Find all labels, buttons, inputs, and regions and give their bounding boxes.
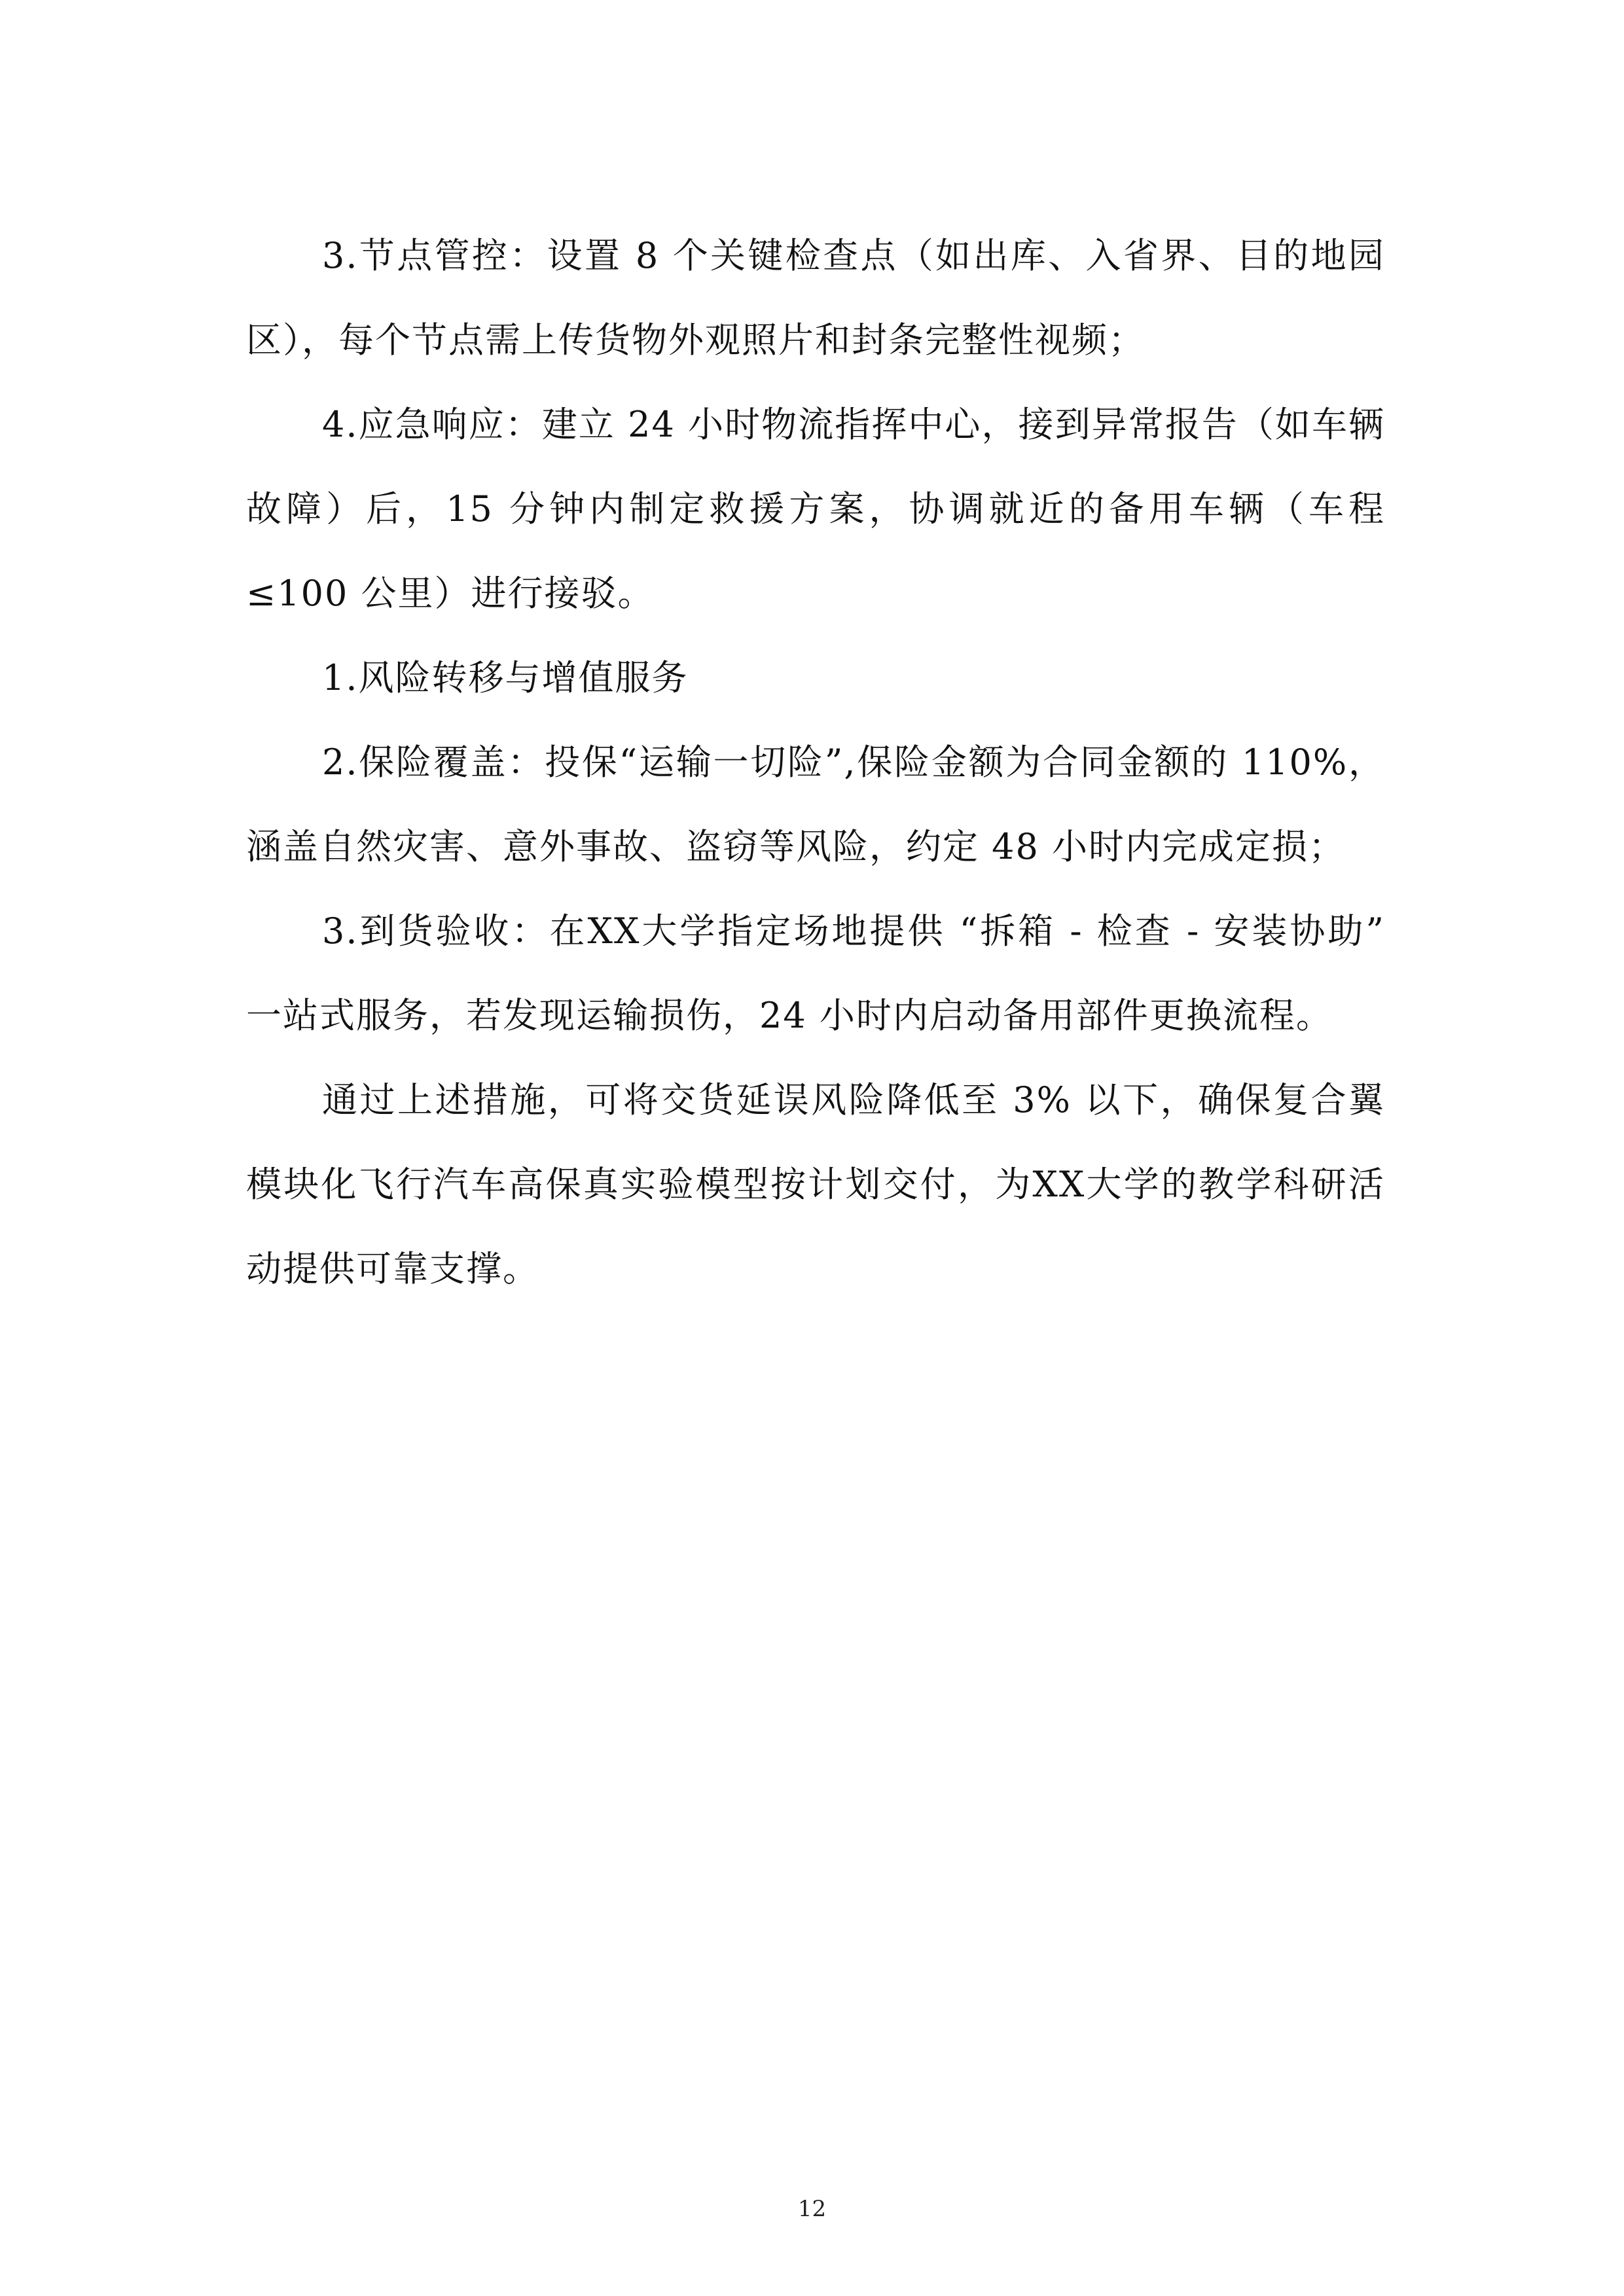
paragraph-risk-transfer-heading: 1.风险转移与增值服务 [322, 657, 689, 698]
paragraph-emergency-response: 4.应急响应：建立 24 小时物流指挥中心，接到异常报告（如车辆故障）后，15 分钟内制定救援方案，协调就近的备用车辆（车程≤100 公里）进行接驳。 [246, 404, 1385, 614]
paragraph-node-control: 3.节点管控：设置 8 个关键检查点（如出库、入省界、目的地园区），每个节点需上传货物外观照片和封条完整性视频； [246, 235, 1385, 361]
page-number: 12 [797, 2196, 827, 2222]
paragraph-delivery-acceptance: 3.到货验收：在XX大学指定场地提供 “拆箱 - 检查 - 安装协助” 一站式服务，若发现运输损伤，24 小时内启动备用部件更换流程。 [246, 910, 1385, 1036]
paragraph-insurance-coverage: 2.保险覆盖：投保“运输一切险”,保险金额为合同金额的 110%，涵盖自然灾害、意外事故、盗窃等风险，约定 48 小时内完成定损； [246, 742, 1385, 867]
document-body [246, 213, 1385, 1311]
paragraph-conclusion: 通过上述措施，可将交货延误风险降低至 3% 以下，确保复合翼模块化飞行汽车高保真实验模型按计划交付，为XX大学的教学科研活动提供可靠支撑。 [246, 1079, 1385, 1289]
